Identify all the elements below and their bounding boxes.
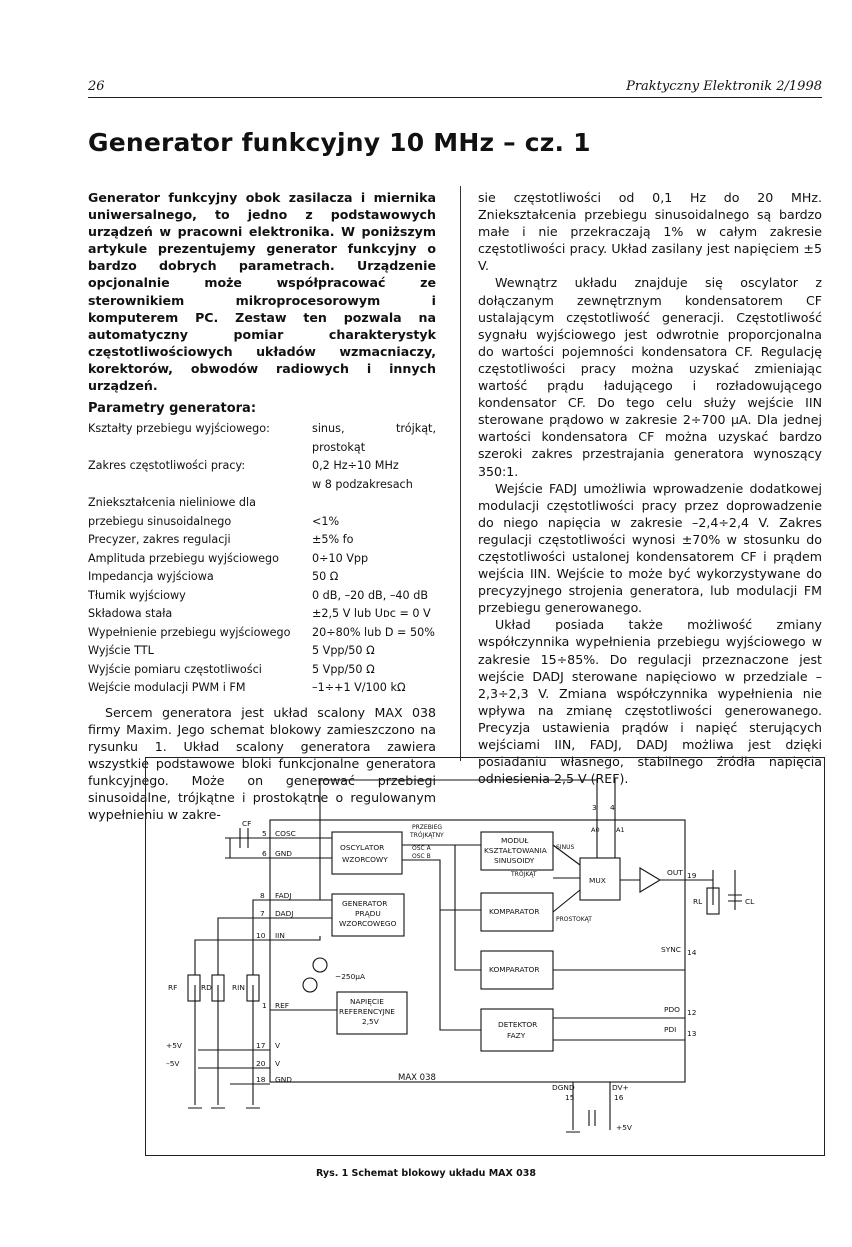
det-label: DETEKTOR [498, 1020, 538, 1029]
label: CL [745, 897, 755, 906]
pin-number: 5 [262, 829, 267, 838]
figure-caption: Rys. 1 Schemat blokowy układu MAX 038 [315, 1168, 536, 1179]
param-label: Kształty przebiegu wyjściowego: [88, 422, 270, 436]
label: TRÓJKĄTNY [410, 832, 444, 839]
param-value: ±2,5 V lub Uᴅᴄ = 0 V [312, 607, 431, 621]
label: CF [242, 819, 252, 828]
label: PRZEBIEG [412, 824, 443, 831]
param-label: Zniekształcenia nieliniowe dla [88, 496, 256, 510]
osc-label: WZORCOWY [342, 855, 388, 864]
supply-capacitor [589, 1110, 595, 1126]
comp-label: KOMPARATOR [489, 965, 540, 974]
label: DV+ [612, 1083, 629, 1092]
param-label: Zakres częstotliwości pracy: [88, 459, 246, 473]
ref-label: NAPIĘCIE [350, 997, 384, 1006]
label: DADJ [275, 909, 294, 918]
param-value: ±5% fo [312, 533, 354, 547]
pin-number: 15 [565, 1093, 575, 1102]
pin-number: 1 [262, 1001, 267, 1010]
body-paragraph: Układ posiada także możliwość zmiany współczynnika wypełnienia przebiegu wyjściowego w zakresie 15÷85%. Do regulacji przeznaczone jest wejście DADJ sterowane napięciowo w przedziale –2,3÷2,3 V. Zmiana współczynnika wypełnienia nie wpływa na zmianę częstotliwości generowanego. Precyzja ustawienia prądów i napięć sterujących wejściami IIN, FADJ, DADJ możliwa jest dzięki posiadaniu własnego, stabilnego źródła napięcia odniesienia 2,5 V (REF). [478, 617, 822, 787]
label: A1 [616, 826, 625, 834]
param-value: 5 Vpp/50 Ω [312, 662, 375, 676]
label: IIN [275, 931, 285, 940]
param-label: Tłumik wyjściowy [88, 588, 186, 602]
chip-label: MAX 038 [398, 1073, 436, 1083]
param-value: 0÷10 Vpp [312, 551, 369, 565]
param-value: 20÷80% lub D = 50% [312, 625, 435, 639]
label: +5V [616, 1123, 632, 1132]
pin-number: 18 [256, 1075, 266, 1084]
label: GND [275, 1075, 292, 1084]
shape-label: MODUŁ [501, 836, 529, 845]
label: GND [275, 849, 292, 858]
label: OUT [667, 868, 683, 877]
gen-label: WZORCOWEGO [339, 919, 397, 928]
label: +5V [166, 1041, 182, 1050]
pin-number: 19 [687, 871, 697, 880]
shape-label: SINUSOIDY [494, 856, 535, 865]
lead-paragraph: Generator funkcyjny obok zasilacza i miernika uniwersalnego, to jedno z podstawowych urządzeń w pracowni elektronika. W poniższym artykule prezentujemy generator funkcyjny o bardzo dobrych parametrach. Urządzenie opcjonalnie może współpracować ze sterownikiem mikroprocesorowym i komputerem PC. Zestaw ten pozwala na automatyczny pomiar charakterystyk częstotliwościowych układów wzmacniaczy, korektorów, obwodów radiowych i innych urządzeń. [88, 190, 436, 394]
pin-number: 17 [256, 1041, 266, 1050]
page-number: 26 [88, 79, 105, 94]
param-value: <1% [312, 514, 340, 528]
body-paragraph: sie częstotliwości od 0,1 Hz do 20 MHz. Zniekształcenia przebiegu sinusoidalnego są bardzo małe i nie przekraczają 1% w całym zakresie częstotliwości pracy. Układ zasilany jest napięciem ±5 V. [478, 190, 822, 274]
label: FADJ [275, 891, 292, 900]
param-value: 5 Vpp/50 Ω [312, 644, 375, 658]
label: RL [693, 897, 703, 906]
param-value: 0,2 Hz÷10 MHz [312, 459, 399, 473]
param-value: –1÷+1 V/100 kΩ [312, 681, 406, 695]
param-label: Składowa stała [88, 607, 173, 621]
param-value: sinus, trójkąt, prostokąt [312, 422, 436, 454]
label: REF [275, 1001, 290, 1010]
label: SINUS [556, 844, 575, 851]
label: OSC A [412, 845, 431, 852]
phase-detector-block [481, 1009, 553, 1051]
pin-number: 12 [687, 1008, 697, 1017]
label: ~250µA [335, 972, 366, 981]
label: OSC B [412, 853, 431, 860]
label: –5V [166, 1059, 180, 1068]
label: TRÓJKĄT [511, 871, 537, 878]
label: A0 [591, 826, 600, 834]
label: RIN [232, 983, 245, 992]
journal-title: Praktyczny Elektronik 2/1998 [626, 79, 822, 94]
param-label: Precyzer, zakres regulacji [88, 533, 231, 547]
output-buffer [640, 868, 660, 892]
pin-number: 10 [256, 931, 266, 940]
label: RD [201, 983, 212, 992]
pin-number: 4 [610, 803, 615, 812]
body-paragraph: Wewnątrz układu znajduje się oscylator z dołączanym zewnętrznym kondensatorem CF ustalającym częstotliwość generacji. Częstotliwość sygnału wyjściowego jest odwrotnie proporcjonalna do wartości pojemności kondensatora CF. Regulację częstotliwości pracy można uzyskać zmieniając wartość prądu ładującego i rozładowującego kondensator CF. Do tego celu służy wejście IIN sterowane prądowo w zakresie 2÷700 µA. Dla jednej wartości kondensatora CF można uzyskać bardzo szeroki zakres przestrajania generatora wynoszący 350:1. [478, 275, 822, 479]
pin-number: 6 [262, 849, 267, 858]
det-label: FAZY [507, 1031, 526, 1040]
param-value: 0 dB, –20 dB, –40 dB [312, 588, 428, 602]
mux-label: MUX [589, 876, 606, 885]
label: PDI [664, 1025, 677, 1034]
body-paragraph: Sercem generatora jest układ scalony MAX 038 firmy Maxim. Jego schemat blokowy zamieszczono na rysunku 1. Układ scalony generatora zawiera wszystkie podstawowe bloki funkcjonalne generatora funkcyjnego. Może on generować przebiegi sinusoidalne, trójkątne i prostokątne o regulowanym wypełnieniu w zakre- [88, 704, 436, 823]
pin-number: 20 [256, 1059, 266, 1068]
params-heading: Parametry generatora: [88, 401, 257, 417]
pin-number: 14 [687, 948, 697, 957]
param-label: Wypełnienie przebiegu wyjściowego [88, 625, 291, 639]
article-title: Generator funkcyjny 10 MHz – cz. 1 [88, 128, 591, 157]
gen-label: PRĄDU [355, 909, 381, 918]
current-source-icon [313, 958, 327, 972]
pin-number: 7 [260, 909, 265, 918]
param-label: Amplituda przebiegu wyjściowego [88, 551, 279, 565]
ref-label: 2,5V [362, 1017, 379, 1026]
gen-label: GENERATOR [342, 899, 388, 908]
pin-number: 16 [614, 1093, 624, 1102]
rf-resistor [188, 975, 200, 1001]
label: V [275, 1059, 281, 1068]
param-label: przebiegu sinusoidalnego [88, 514, 232, 528]
param-label: Wyjście TTL [88, 644, 154, 658]
pin-number: 13 [687, 1029, 697, 1038]
param-label: Wyjście pomiaru częstotliwości [88, 662, 262, 676]
label: RF [168, 983, 178, 992]
body-paragraph: Wejście FADJ umożliwia wprowadzenie dodatkowej modulacji częstotliwości pracy przez doprowadzenie do niego napięcia w zakresie –2,4÷2,4 V. Zakres regulacji częstotliwości wynosi ±70% w stosunku do częstotliwości ustalonej kondensatorem CF i prądem wejścia IIN. Wejście to może być wykorzystywane do precyzyjnego strojenia generatora, lub modulacji FM przebiegu generowanego. [478, 480, 822, 616]
param-value: w 8 podzakresach [312, 477, 413, 491]
label: V [275, 1041, 281, 1050]
shape-label: KSZTAŁTOWANIA [484, 846, 547, 855]
label: DGND [552, 1083, 575, 1092]
osc-label: OSCYLATOR [340, 843, 385, 852]
param-label: Impedancja wyjściowa [88, 570, 214, 584]
comp-label: KOMPARATOR [489, 907, 540, 916]
current-source-icon [303, 978, 317, 992]
oscillator-block [332, 832, 402, 874]
pin-number: 3 [592, 803, 597, 812]
ref-label: REFERENCYJNE [339, 1007, 395, 1016]
label: PDO [664, 1005, 680, 1014]
label: COSC [275, 829, 296, 838]
param-value: 50 Ω [312, 570, 339, 584]
pin-number: 8 [260, 891, 265, 900]
label: SYNC [661, 945, 681, 954]
label: PROSTOKĄT [556, 916, 592, 923]
param-label: Wejście modulacji PWM i FM [88, 681, 246, 695]
